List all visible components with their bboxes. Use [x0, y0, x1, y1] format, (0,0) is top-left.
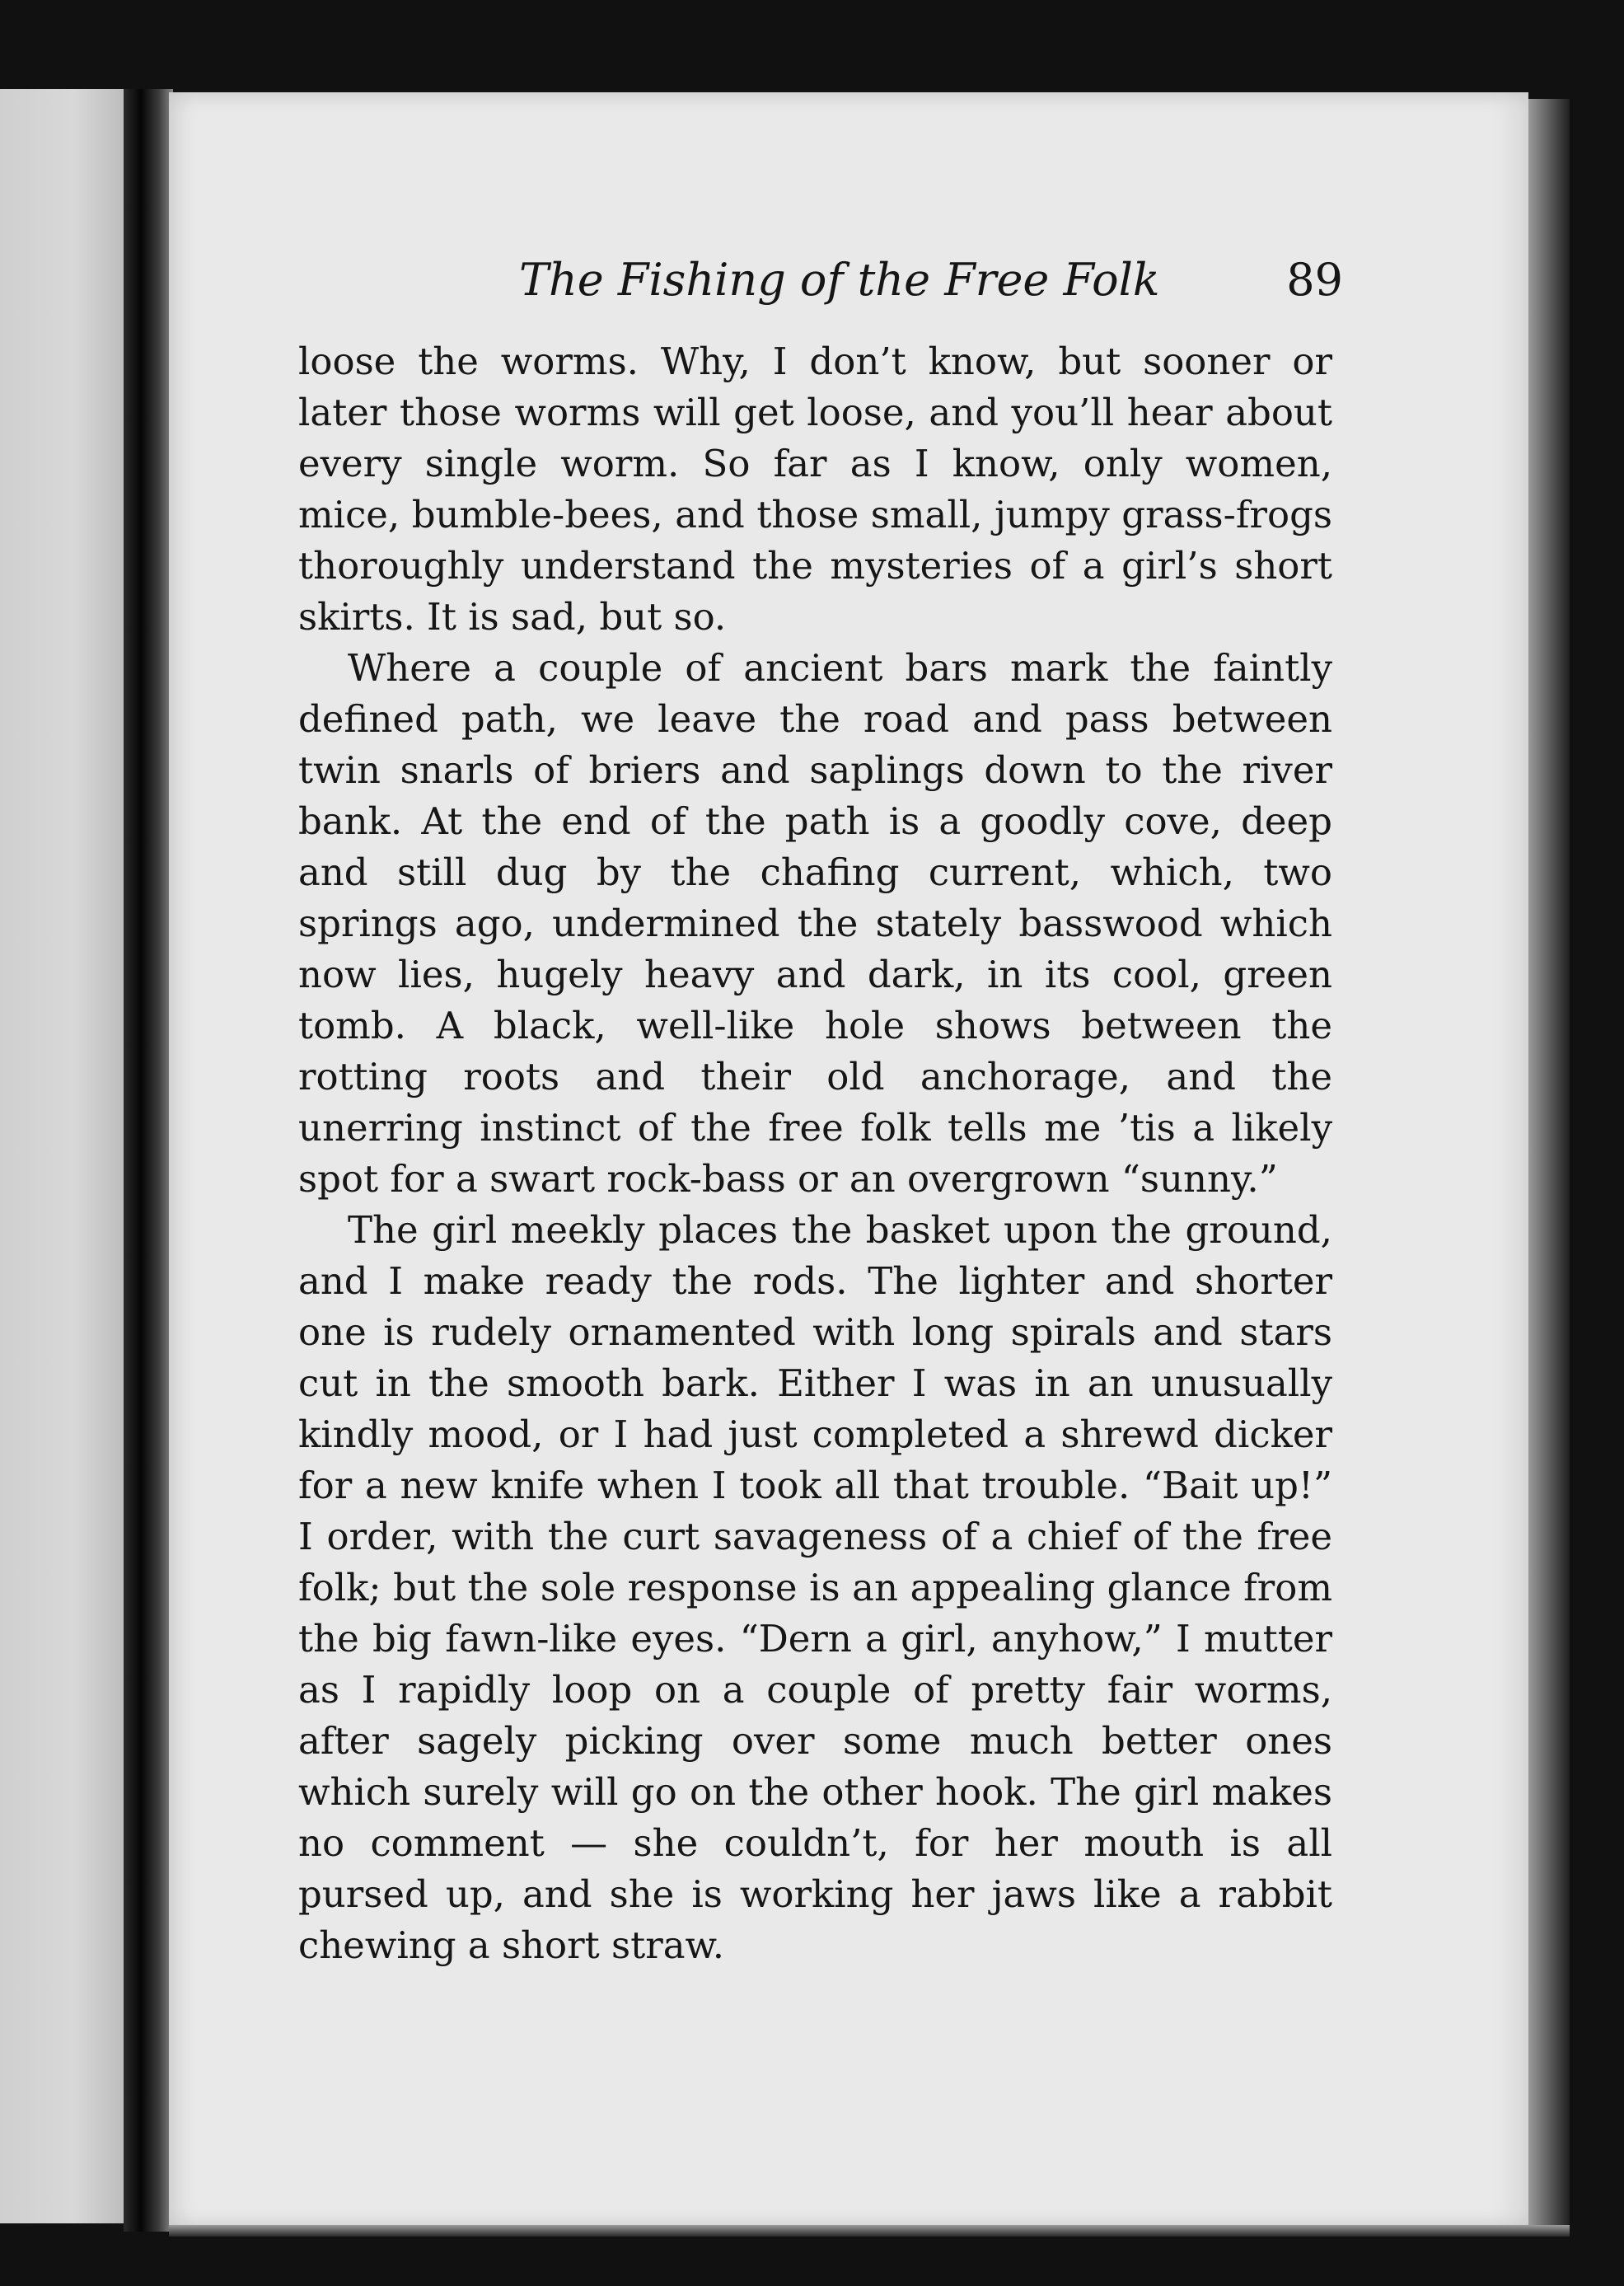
running-title: The Fishing of the Free Folk: [519, 254, 1160, 306]
paragraph-baiting: The girl meekly places the basket upon the ground, and I make ready the rods. The lighter and shorter one is rudely ornamented with long spirals and stars cut in the smooth bark. Either I was in an unusually kindly mood, or I had just completed a shrewd dicker for a new knife when I took all that trouble. “Bait up!” I order, with the curt savageness of a chief of the free folk; but the sole response is an appealing glance from the big fawn-like eyes. “Dern a girl, anyhow,” I mutter as I rapidly loop on a couple of pretty fair worms, after sagely picking over some much better ones which surely will go on the other hook. The girl makes no comment — she couldn’t, for her mouth is all pursed up, and she is working her jaws like a rabbit chewing a short straw.: [298, 1208, 1332, 1967]
facing-page-edge: [0, 89, 124, 2223]
paragraph-continuation: loose the worms. Why, I don’t know, but sooner or later those worms will get loose, and you’ll hear about every single worm. So far as I know, only women, mice, bumble-bees, and those small, jumpy grass-frogs thoroughly understand the mysteries of a girl’s short skirts. It is sad, but so.: [298, 340, 1332, 639]
page-edge-shadow: [1528, 99, 1570, 2233]
paragraph-river-bank: Where a couple of ancient bars mark the faintly defined path, we leave the road and pass between twin snarls of briers and saplings down to the river bank. At the end of the path is a goodly cove, deep and still dug by the chafing current, which, two springs ago, undermined the stately basswood which now lies, hugely heavy and dark, in its cool, green tomb. A black, well-like hole shows between the rotting roots and their old anchorage, and the unerring instinct of the free folk tells me ’tis a likely spot for a swart rock-bass or an overgrown “sunny.”: [298, 646, 1332, 1201]
page-number: 89: [1286, 254, 1343, 306]
page-bottom-edge: [169, 2225, 1570, 2237]
body-text: [298, 336, 1332, 1971]
book-gutter: [124, 89, 173, 2232]
running-head: [519, 247, 1343, 313]
